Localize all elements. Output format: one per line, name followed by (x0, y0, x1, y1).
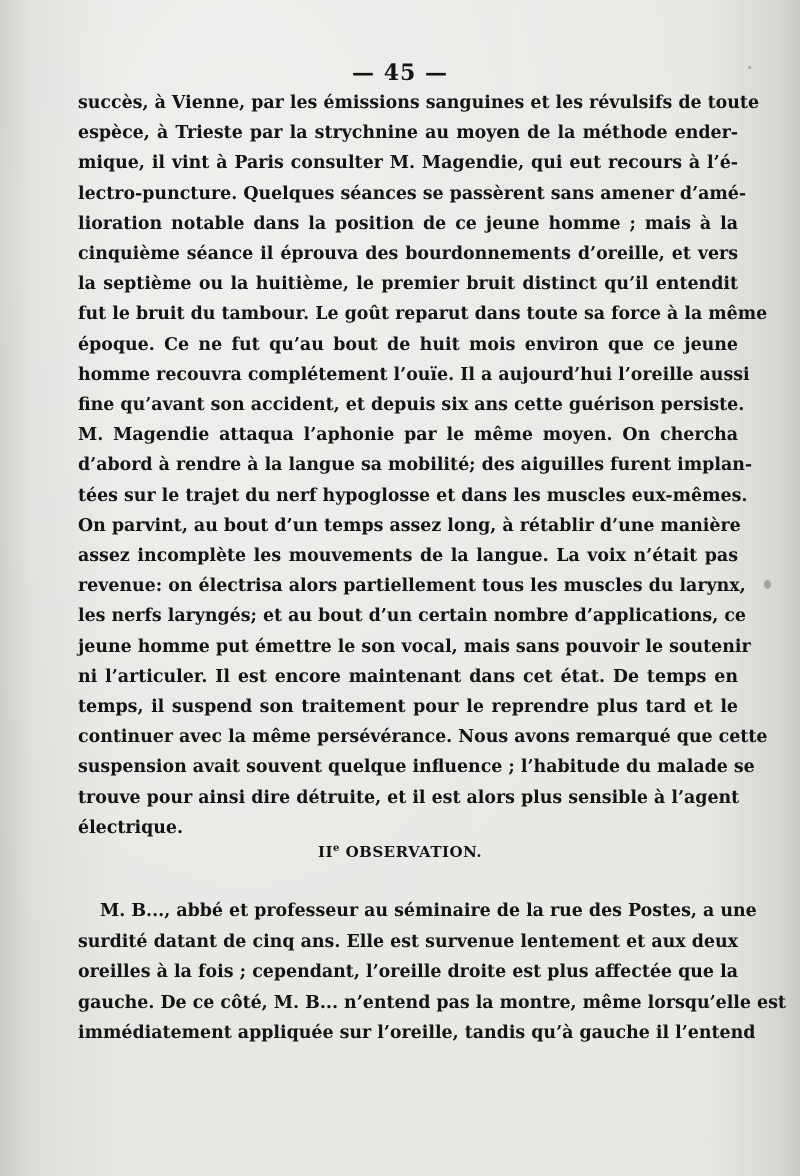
text-line: fut le bruit du tambour. Le goût reparut dans toute sa force à la même (78, 304, 768, 325)
text-line: suspension avait souvent quelque influence ; l’habitude du malade se (78, 757, 755, 778)
text-line: surdité datant de cinq ans. Elle est survenue lentement et aux deux (78, 931, 738, 952)
text-line: lioration notable dans la position de ce jeune homme ; mais à la (78, 213, 738, 234)
section-heading (0, 843, 800, 861)
text-line: succès, à Vienne, par les émissions sanguines et les révulsifs de toute (78, 93, 760, 113)
text-line: homme recouvra complétement l’ouïe. Il a aujourd’hui l’oreille aussi (78, 364, 750, 385)
text-line: tées sur le trajet du nerf hypoglosse et dans les muscles eux-mêmes. (78, 485, 748, 506)
text-line: mique, il vint à Paris consulter M. Magendie, qui eut recours à l’é- (78, 153, 738, 174)
paper-speck (706, 1004, 710, 1008)
text-line: temps, il suspend son traitement pour le reprendre plus tard et le (78, 697, 738, 718)
text-line: époque. Ce ne fut qu’au bout de huit mois environ que ce jeune (78, 334, 738, 355)
text-line: immédiatement appliquée sur l’oreille, tandis qu’à gauche il l’entend (78, 1023, 756, 1044)
text-line: trouve pour ainsi dire détruite, et il est alors plus sensible à l’agent (78, 787, 740, 808)
text-line: électrique. (78, 817, 184, 838)
text-line: M. B..., abbé et professeur au séminaire de la rue des Postes, a une (100, 901, 757, 921)
text-line: On parvint, au bout d’un temps assez long, à rétablir d’une manière (78, 515, 741, 536)
section-numeral: II (317, 843, 333, 861)
text-line: la septième ou la huitième, le premier bruit distinct qu’il entendit (78, 274, 738, 295)
text-line: M. Magendie attaqua l’aphonie par le même moyen. On chercha (78, 425, 738, 446)
text-line: fine qu’avant son accident, et depuis six ans cette guérison persiste. (78, 395, 745, 416)
paragraph-observation (78, 896, 786, 1049)
text-line: les nerfs laryngés; et au bout d’un certain nombre d’applications, ce (78, 606, 746, 627)
section-title: OBSERVATION. (345, 843, 483, 861)
paper-speck (748, 66, 751, 69)
text-line: revenue: on électrisa alors partiellement tous les muscles du larynx, (78, 576, 746, 597)
text-line: cinquième séance il éprouva des bourdonnements d’oreille, et vers (78, 244, 738, 265)
text-line: continuer avec la même persévérance. Nous avons remarqué que cette (78, 727, 768, 748)
text-line: espèce, à Trieste par la strychnine au moyen de la méthode ender- (78, 123, 738, 144)
text-line: d’abord à rendre à la langue sa mobilité; des aiguilles furent implan- (78, 455, 753, 476)
text-line: ni l’articuler. Il est encore maintenant dans cet état. De temps en (78, 666, 738, 687)
section-ordinal-suffix: e (332, 843, 340, 854)
page-number: — 45 — (352, 60, 448, 86)
text-line: assez incomplète les mouvements de la langue. La voix n’était pas (78, 546, 738, 567)
paper-speck (764, 580, 771, 589)
text-line: lectro-puncture. Quelques séances se passèrent sans amener d’amé- (78, 183, 747, 204)
text-line: jeune homme put émettre le son vocal, mais sans pouvoir le soutenir (78, 636, 751, 657)
paragraph-continuation (78, 88, 768, 843)
text-line: gauche. De ce côté, M. B... n’entend pas la montre, même lorsqu’elle est (78, 992, 786, 1013)
text-line: oreilles à la fois ; cependant, l’oreille droite est plus affectée que la (78, 962, 738, 983)
